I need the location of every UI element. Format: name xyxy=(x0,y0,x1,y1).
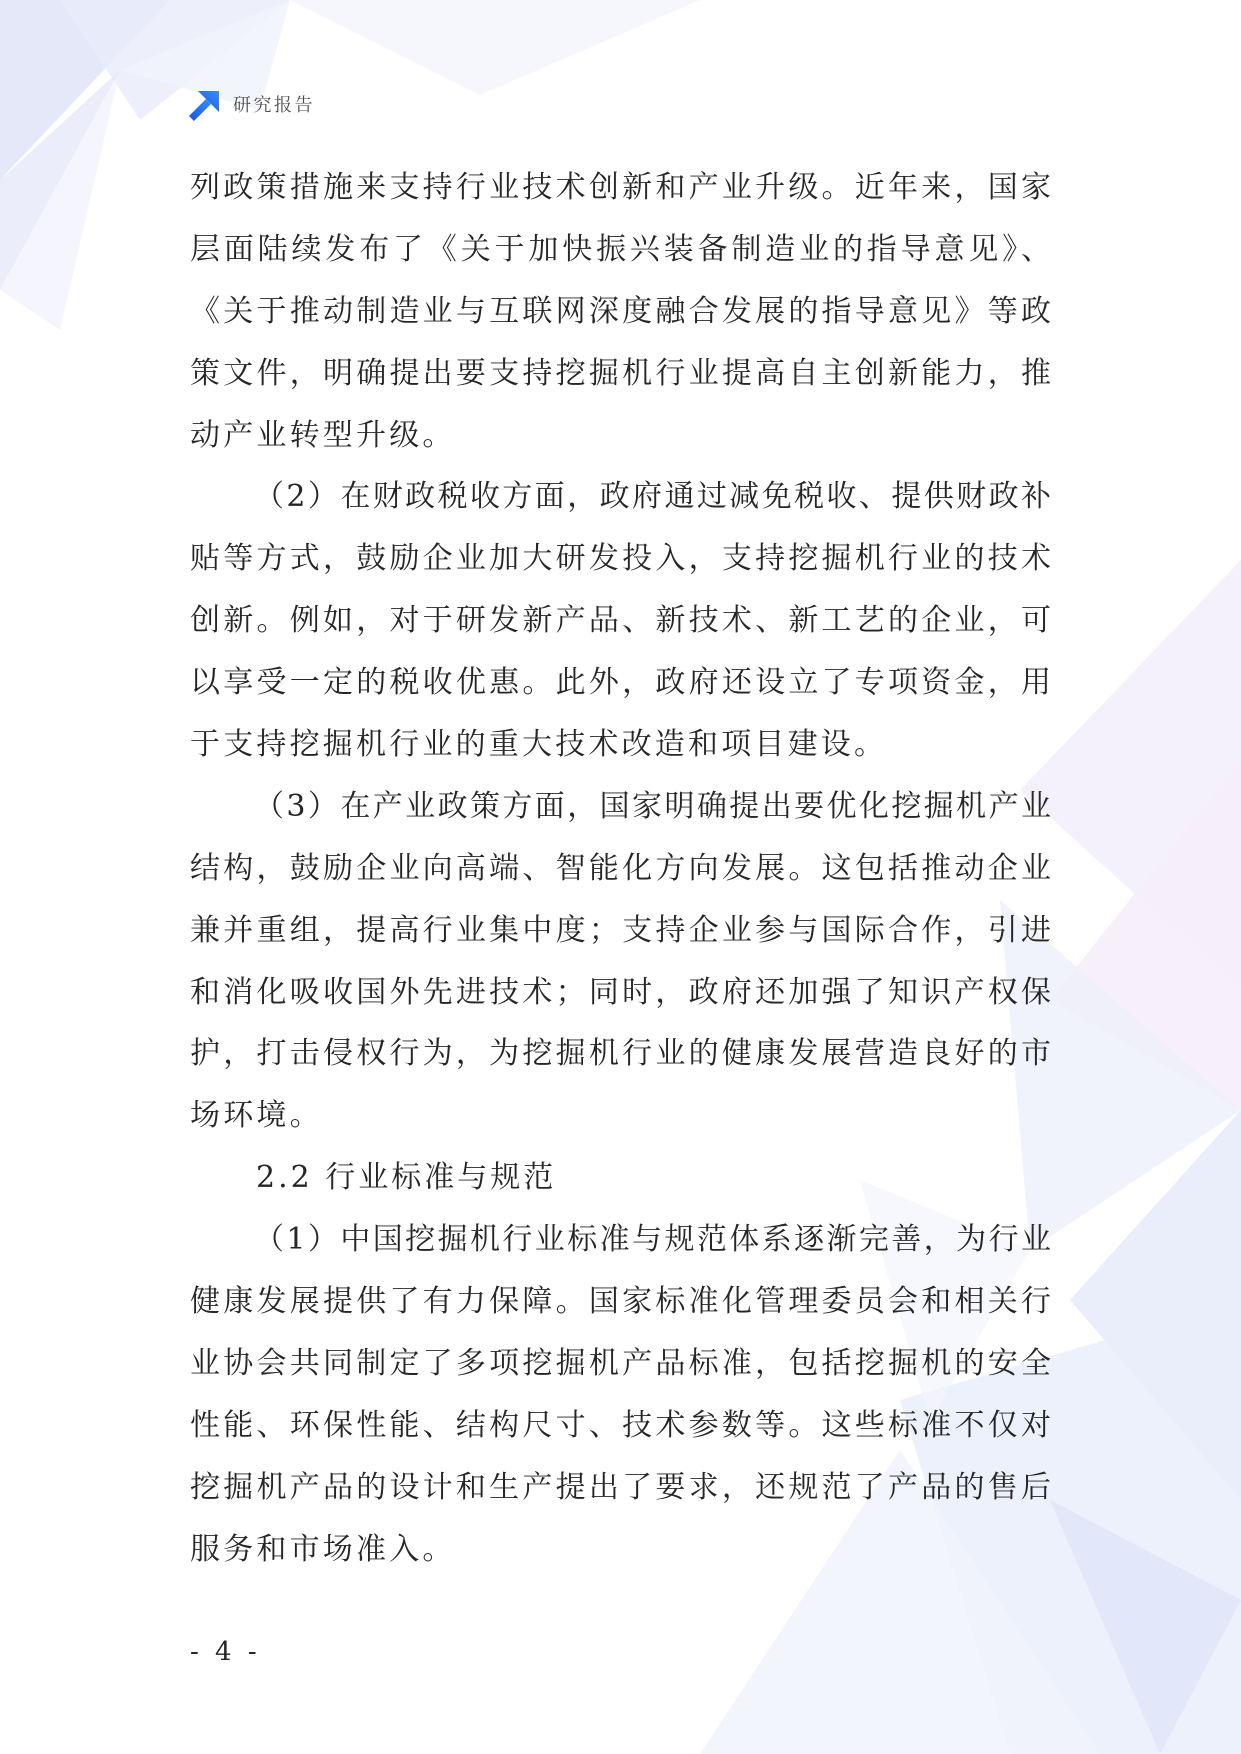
text-line: 和消化吸收国外先进技术；同时，政府还加强了知识产权保 xyxy=(190,974,1051,1010)
section-heading: 2.2 行业标准与规范 xyxy=(256,1160,557,1196)
text-line: 层面陆续发布了《关于加快振兴装备制造业的指导意见》、 xyxy=(190,231,1051,267)
text-line: 业协会共同制定了多项挖掘机产品标准，包括挖掘机的安全 xyxy=(190,1345,1051,1381)
text-line: （1）中国挖掘机行业标准与规范体系逐渐完善，为行业 xyxy=(254,1222,1051,1258)
text-line: 《关于推动制造业与互联网深度融合发展的指导意见》等政 xyxy=(190,293,1051,329)
paragraph xyxy=(190,466,1051,775)
text-line: 场环境。 xyxy=(190,1098,323,1134)
arrow-up-right-icon xyxy=(188,90,220,122)
report-header xyxy=(188,90,315,122)
text-line: 服务和市场准入。 xyxy=(190,1531,456,1567)
page-number: - 4 - xyxy=(190,1637,261,1667)
text-line: 贴等方式，鼓励企业加大研发投入，支持挖掘机行业的技术 xyxy=(190,541,1051,577)
text-line: （2）在财政税收方面，政府通过减免税收、提供财政补 xyxy=(254,479,1051,515)
text-line: 挖掘机产品的设计和生产提出了要求，还规范了产品的售后 xyxy=(190,1469,1051,1505)
text-line: 性能、环保性能、结构尺寸、技术参数等。这些标准不仅对 xyxy=(190,1407,1051,1443)
document-body xyxy=(190,157,1051,1580)
paragraph xyxy=(190,776,1051,1147)
text-line: 动产业转型升级。 xyxy=(190,417,456,453)
text-line: 策文件，明确提出要支持挖掘机行业提高自主创新能力，推 xyxy=(190,355,1051,391)
header-title: 研究报告 xyxy=(233,95,315,116)
paragraph xyxy=(190,1209,1051,1580)
text-line: 创新。例如，对于研发新产品、新技术、新工艺的企业，可 xyxy=(190,603,1051,639)
text-line: 兼并重组，提高行业集中度；支持企业参与国际合作，引进 xyxy=(190,912,1051,948)
text-line: 结构，鼓励企业向高端、智能化方向发展。这包括推动企业 xyxy=(190,850,1051,886)
text-line: 列政策措施来支持行业技术创新和产业升级。近年来，国家 xyxy=(190,170,1051,205)
paragraph xyxy=(190,157,1051,466)
text-line: 以享受一定的税收优惠。此外，政府还设立了专项资金，用 xyxy=(190,665,1051,701)
text-line: 健康发展提供了有力保障。国家标准化管理委员会和相关行 xyxy=(190,1284,1051,1320)
text-line: 于支持挖掘机行业的重大技术改造和项目建设。 xyxy=(190,727,888,763)
text-line: 护，打击侵权行为，为挖掘机行业的健康发展营造良好的市 xyxy=(190,1036,1051,1072)
text-line: （3）在产业政策方面，国家明确提出要优化挖掘机产业 xyxy=(254,788,1051,824)
